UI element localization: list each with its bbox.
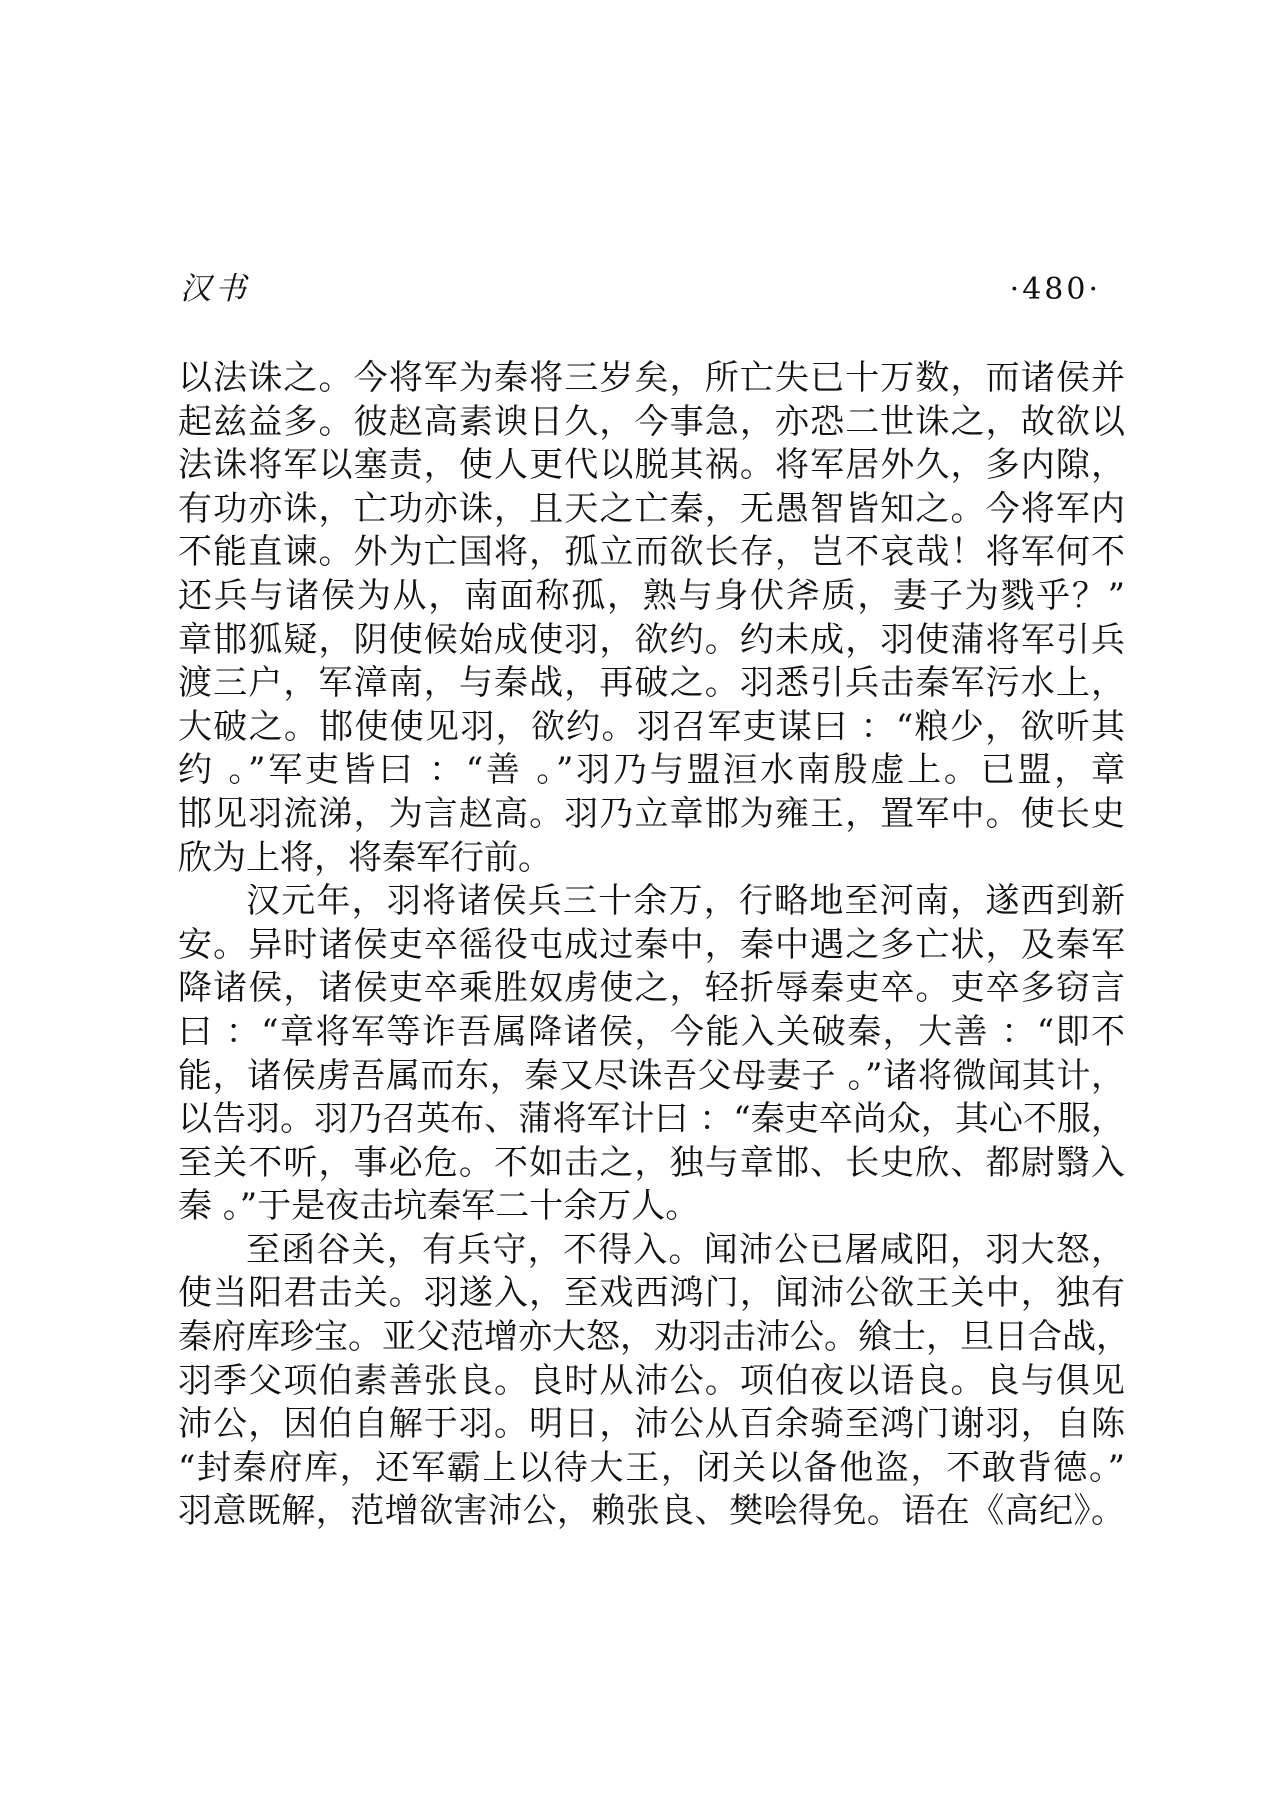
text-line: 安。异时诸侯吏卒徭役屯成过秦中，秦中遇之多亡状，及秦军 [178, 924, 1125, 965]
text-line: 邯见羽流涕，为言赵高。羽乃立章邯为雍王，置军中。使长史 [178, 793, 1125, 834]
text-line: 有功亦诛，亡功亦诛，且天之亡秦，无愚智皆知之。今将军内 [178, 488, 1125, 529]
text-line: 曰 ：“章将军等诈吾属降诸侯，今能入关破秦，大善 ：“即不 [178, 1011, 1125, 1052]
text-line: 不能直谏。外为亡国将，孤立而欲长存，岂不哀哉！将军何不 [178, 532, 1125, 573]
text-line: 至关不听，事必危。不如击之，独与章邯、长史欣、都尉翳入 [178, 1142, 1125, 1183]
text-line: 约 。”军吏皆曰 ：“善 。”羽乃与盟洹水南殷虚上。已盟，章 [178, 750, 1125, 791]
text-line: 羽季父项伯素善张良。良时从沛公。项伯夜以语良。良与俱见 [178, 1360, 1125, 1401]
text-line: 还兵与诸侯为从，南面称孤，熟与身伏斧质，妻子为戮乎？” [178, 575, 1125, 616]
text-line: 大破之。邯使使见羽，欲约。羽召军吏谋曰 ：“粮少，欲听其 [178, 706, 1125, 747]
text-line: 法诛将军以塞责，使人更代以脱其祸。将军居外久，多内隙， [178, 445, 1125, 486]
text-line: 能，诸侯虏吾属而东，秦又尽诛吾父母妻子 。”诸将微闻其计， [178, 1055, 1125, 1096]
text-line: 降诸侯，诸侯吏卒乘胜奴虏使之，轻折辱秦吏卒。吏卒多窃言 [178, 968, 1125, 1009]
text-line: 以告羽。羽乃召英布、蒲将军计曰 ：“秦吏卒尚众，其心不服， [178, 1099, 1125, 1140]
text-line: 渡三户，军漳南，与秦战，再破之。羽悉引兵击秦军污水上， [178, 663, 1125, 704]
text-line: 使当阳君击关。羽遂入，至戏西鸿门，闻沛公欲王关中，独有 [178, 1273, 1125, 1314]
text-line: 羽意既解，范增欲害沛公，赖张良、樊哙得免。语在《高纪》。 [178, 1491, 1125, 1532]
text-line: 沛公，因伯自解于羽。明日，沛公从百余骑至鸿门谢羽，自陈 [178, 1404, 1125, 1445]
text-line: 秦府库珍宝。亚父范增亦大怒，劝羽击沛公。飨士，旦日合战， [178, 1317, 1130, 1358]
text-line: “封秦府库，还军霸上以待大王，闭关以备他盗，不敢背德。” [178, 1447, 1125, 1488]
book-title: 汉书 [180, 271, 250, 307]
text-line: 章邯狐疑，阴使候始成使羽，欲约。约未成，羽使蒲将军引兵 [178, 619, 1125, 660]
page-number: ·480· [1009, 272, 1101, 307]
text-line: 以法诛之。今将军为秦将三岁矣，所亡失已十万数，而诸侯并 [178, 358, 1125, 398]
running-header [178, 270, 1125, 312]
text-line paragraph-end: 秦 。”于是夜击坑秦军二十余万人。 [178, 1186, 700, 1227]
text-line paragraph-start: 至函谷关，有兵守，不得入。闻沛公已屠咸阳，羽大怒， [246, 1229, 1125, 1270]
text-line paragraph-start: 汉元年，羽将诸侯兵三十余万，行略地至河南，遂西到新 [246, 881, 1125, 922]
text-line: 起兹益多。彼赵高素谀日久，今事急，亦恐二世诛之，故欲以 [178, 401, 1125, 442]
text-line paragraph-end: 欣为上将，将秦军行前。 [178, 837, 552, 878]
body-text [178, 357, 1130, 1534]
